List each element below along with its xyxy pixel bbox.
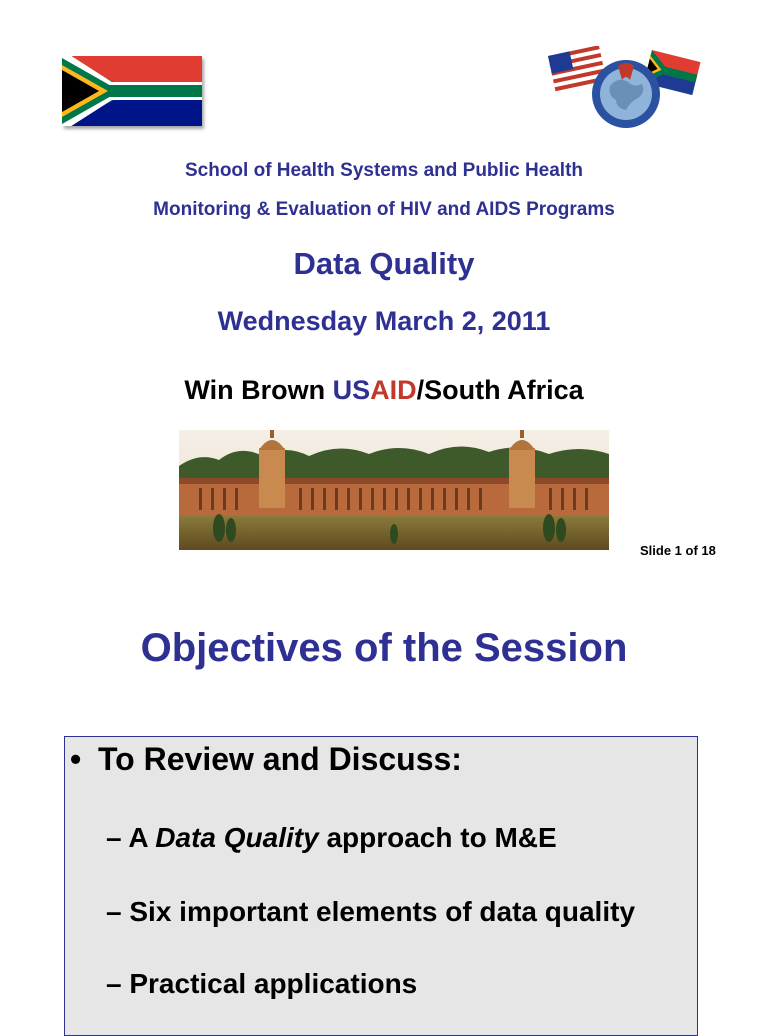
objective-item-text: Six important elements of data quality: [129, 896, 636, 927]
objectives-bullet-text: To Review and Discuss:: [98, 741, 462, 777]
usaid-partnership-logo-image: [540, 46, 710, 132]
union-buildings-photo: [179, 430, 609, 550]
objective-item-text: Practical applications: [129, 968, 418, 999]
program-name: Monitoring & Evaluation of HIV and AIDS Programs: [153, 199, 615, 220]
session-objectives-title: Objectives of the Session: [140, 626, 628, 670]
objective-item: – Six important elements of data quality: [106, 896, 636, 927]
presenter-line: [0, 375, 768, 406]
objective-item-suffix: approach to M&E: [318, 822, 557, 853]
south-africa-flag-image: [62, 56, 202, 126]
presentation-date: Wednesday March 2, 2011: [217, 306, 551, 336]
objective-item: – A Data Quality approach to M&E: [106, 822, 557, 853]
presenter-org-us: US: [332, 375, 371, 405]
slide-counter: Slide 1 of 18: [640, 543, 716, 558]
bullet-dot-icon: •: [70, 741, 82, 777]
objective-item-italic: Data Quality: [155, 822, 319, 853]
objective-item-prefix: A: [128, 822, 156, 853]
presentation-topic: Data Quality: [293, 246, 475, 281]
presenter-location: /South Africa: [416, 375, 584, 405]
presenter-org-aid: AID: [370, 375, 417, 405]
objectives-bullet: [70, 741, 462, 778]
objective-item: – Practical applications: [106, 968, 418, 999]
presenter-name: Win Brown: [184, 375, 333, 405]
school-name: School of Health Systems and Public Health: [184, 160, 584, 181]
